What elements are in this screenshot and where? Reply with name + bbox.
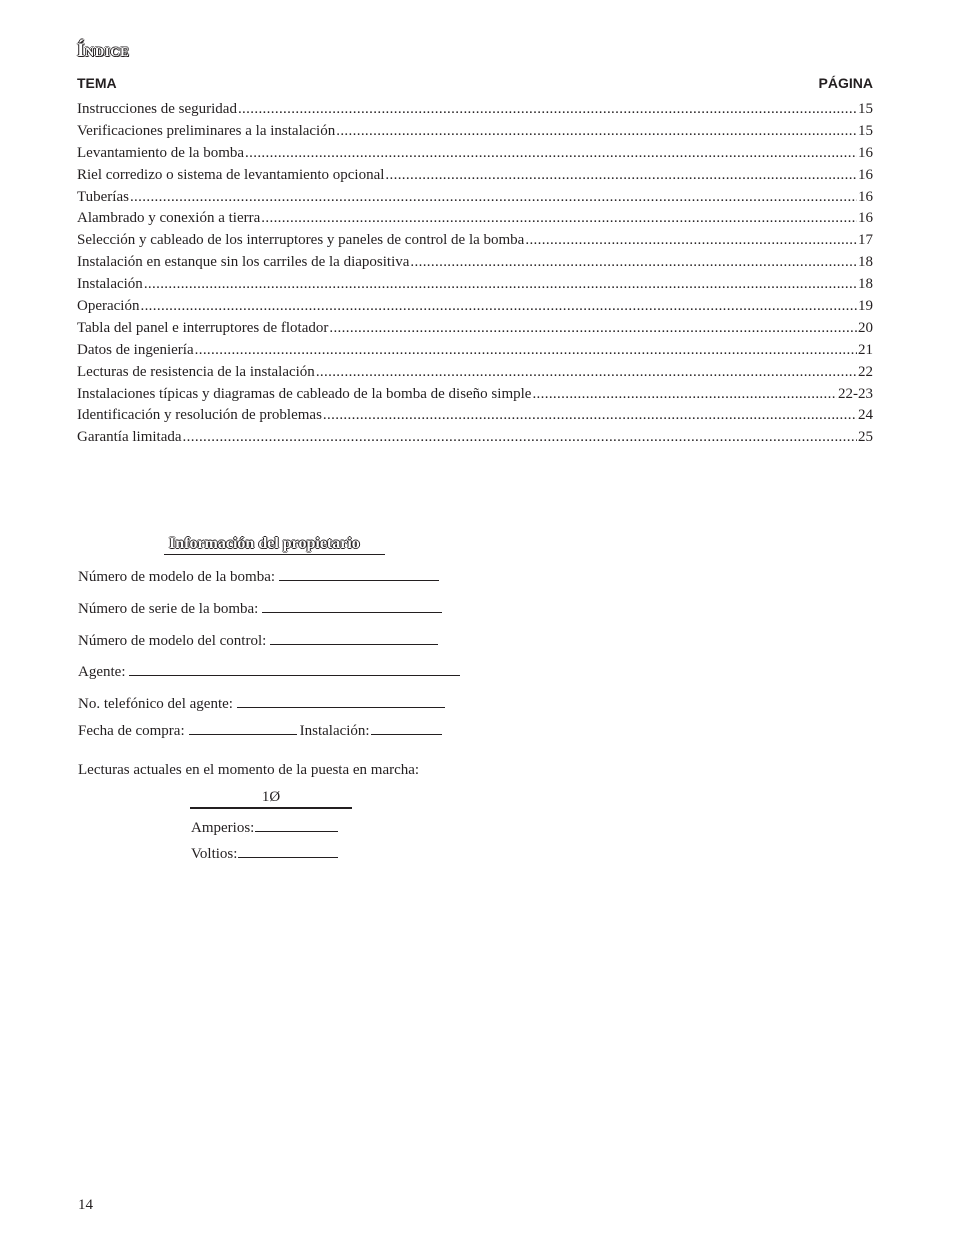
purchase-date-field <box>78 720 442 740</box>
toc-entry-page: 19 <box>858 298 873 315</box>
toc-header-page: PÁGINA <box>818 75 873 91</box>
toc-entry[interactable] <box>77 230 873 252</box>
toc-entry-page: 16 <box>858 144 873 161</box>
toc-entry-page: 16 <box>858 188 873 205</box>
toc-leader <box>245 143 857 165</box>
toc-entry-page: 22 <box>858 363 873 380</box>
toc-entry-page: 18 <box>858 276 873 293</box>
agent-phone-input-line[interactable] <box>237 693 445 708</box>
toc-leader <box>144 274 857 296</box>
agent-label: Agente: <box>78 664 126 680</box>
toc-entry-label: Instalación <box>77 276 143 293</box>
toc-entry-page: 25 <box>858 429 873 446</box>
toc-entry-page: 20 <box>858 319 873 336</box>
toc-entry[interactable] <box>77 274 873 296</box>
toc-entry-page: 18 <box>858 254 873 271</box>
toc-entry-page: 16 <box>858 166 873 183</box>
toc-entry-label: Verificaciones preliminares a la instalación <box>77 122 336 139</box>
toc-entry-page: 17 <box>858 232 873 249</box>
toc-entry[interactable] <box>77 296 873 318</box>
toc-entry[interactable] <box>77 252 873 274</box>
toc-leader <box>525 230 857 252</box>
toc-header <box>77 75 873 91</box>
purchase-date-input-line[interactable] <box>189 720 297 735</box>
toc-leader <box>323 405 857 427</box>
amps-input-line[interactable] <box>255 817 338 832</box>
agent-phone-label: No. telefónico del agente: <box>78 696 233 712</box>
toc-entry[interactable] <box>77 384 873 406</box>
amps-label: Amperios: <box>191 820 255 836</box>
toc-entry[interactable] <box>77 121 873 143</box>
toc-leader <box>238 99 857 121</box>
volts-input-line[interactable] <box>238 843 338 858</box>
owner-info-title: Información del propietario <box>164 534 385 555</box>
pump-serial-field <box>78 598 442 618</box>
toc-entry[interactable] <box>77 143 873 165</box>
toc-entry-page: 24 <box>858 407 873 424</box>
pump-serial-input-line[interactable] <box>262 598 442 613</box>
toc-entry-label: Instalaciones típicas y diagramas de cableado de la bomba de diseño simple <box>77 385 532 402</box>
toc-leader <box>532 384 837 406</box>
toc-entry-label: Identificación y resolución de problemas <box>77 407 322 424</box>
startup-readings-label: Lecturas actuales en el momento de la puesta en marcha: <box>78 762 420 778</box>
control-model-input-line[interactable] <box>270 630 438 645</box>
toc-entry[interactable] <box>77 362 873 384</box>
toc-leader <box>130 187 857 209</box>
pump-model-input-line[interactable] <box>279 566 439 581</box>
toc-entry-page: 22-23 <box>838 385 873 402</box>
toc-leader <box>329 318 857 340</box>
pump-model-label: Número de modelo de la bomba: <box>78 569 276 585</box>
toc-entry[interactable] <box>77 405 873 427</box>
toc-entry-page: 21 <box>858 341 873 358</box>
table-of-contents <box>77 99 873 449</box>
toc-leader <box>261 208 857 230</box>
purchase-date-label: Fecha de compra: <box>78 723 185 739</box>
toc-leader <box>410 252 857 274</box>
toc-entry[interactable] <box>77 99 873 121</box>
page-title: Índice <box>77 40 130 61</box>
toc-entry[interactable] <box>77 318 873 340</box>
toc-entry-label: Selección y cableado de los interruptores y paneles de control de la bomba <box>77 232 525 249</box>
toc-entry-label: Alambrado y conexión a tierra <box>77 210 261 227</box>
control-model-field <box>78 630 438 650</box>
agent-field <box>78 661 460 681</box>
toc-leader <box>140 296 857 318</box>
agent-input-line[interactable] <box>129 661 460 676</box>
toc-entry[interactable] <box>77 165 873 187</box>
toc-header-topic: TEMA <box>77 75 117 91</box>
toc-leader <box>385 165 857 187</box>
toc-entry-page: 15 <box>858 122 873 139</box>
volts-field <box>191 843 338 863</box>
toc-entry[interactable] <box>77 208 873 230</box>
amps-field <box>191 817 338 837</box>
agent-phone-field <box>78 693 445 713</box>
toc-leader <box>195 340 857 362</box>
phase-header: 1Ø <box>190 787 352 809</box>
toc-entry-label: Lecturas de resistencia de la instalación <box>77 363 315 380</box>
toc-entry[interactable] <box>77 187 873 209</box>
toc-entry-label: Tuberías <box>77 188 129 205</box>
installation-label: Instalación: <box>299 723 370 739</box>
pump-serial-label: Número de serie de la bomba: <box>78 601 259 617</box>
toc-entry-label: Instrucciones de seguridad <box>77 101 237 117</box>
toc-entry-label: Riel corredizo o sistema de levantamiento opcional <box>77 166 385 183</box>
toc-entry-page: 15 <box>858 101 873 117</box>
control-model-label: Número de modelo del control: <box>78 633 267 649</box>
pump-model-field <box>78 566 439 586</box>
toc-leader <box>316 362 857 384</box>
toc-entry-label: Datos de ingeniería <box>77 341 194 358</box>
toc-entry-label: Instalación en estanque sin los carriles de la diapositiva <box>77 254 410 271</box>
toc-entry-label: Garantía limitada <box>77 429 182 446</box>
toc-entry-page: 16 <box>858 210 873 227</box>
toc-entry-label: Levantamiento de la bomba <box>77 144 245 161</box>
toc-entry-label: Operación <box>77 298 140 315</box>
toc-leader <box>183 427 857 449</box>
page-number: 14 <box>78 1197 93 1213</box>
volts-label: Voltios: <box>191 846 238 862</box>
toc-entry[interactable] <box>77 340 873 362</box>
toc-leader <box>336 121 857 143</box>
toc-entry[interactable] <box>77 427 873 449</box>
installation-input-line[interactable] <box>371 720 442 735</box>
toc-entry-label: Tabla del panel e interruptores de flotador <box>77 319 329 336</box>
